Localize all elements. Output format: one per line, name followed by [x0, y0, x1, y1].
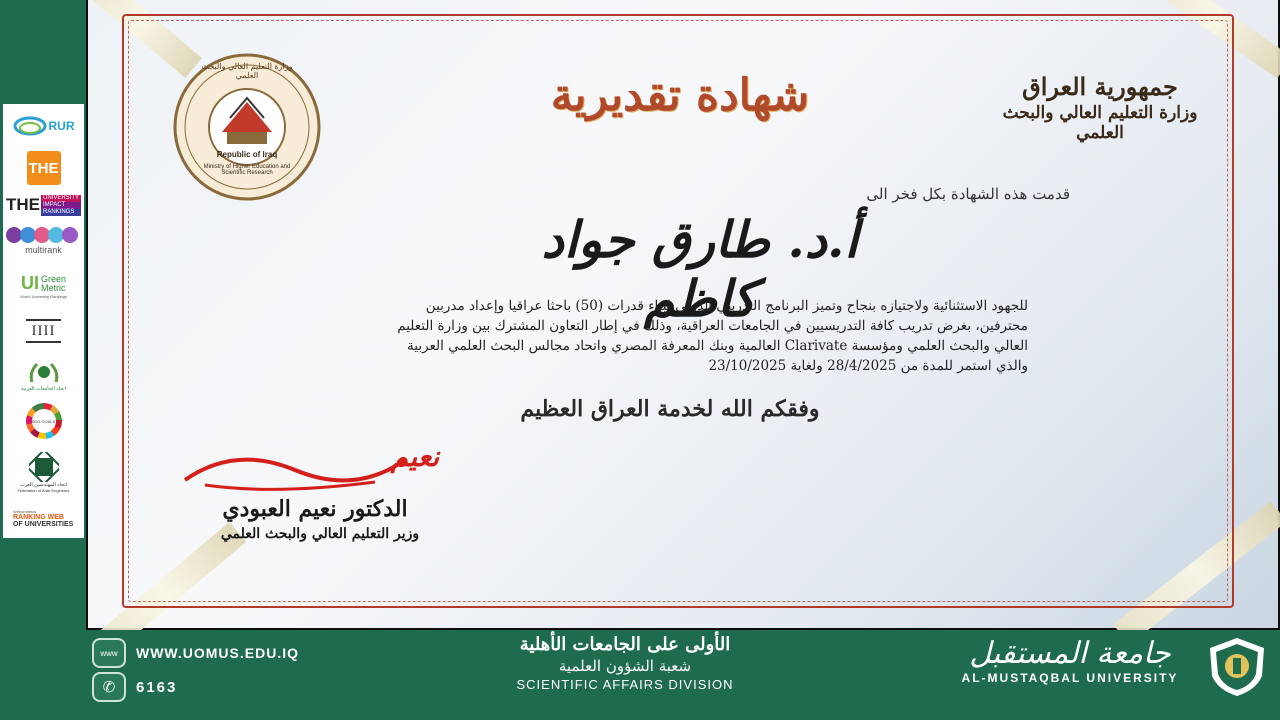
- footer-center: [430, 634, 820, 692]
- ui-label: UI: [20, 273, 39, 293]
- seal-text-en-1: Republic of Iraq: [216, 150, 278, 159]
- greenmetric-sub3: World University Rankings: [20, 294, 67, 299]
- body-line-3: العالي والبحث العلمي ومؤسسة Clarivate العالمية وبنك المعرفة المصري واتحاد مجالس البحث العلمي العربية: [407, 338, 1028, 354]
- certificate-title: شهادة تقديرية: [550, 70, 810, 121]
- webometrics-label: Webometrics: [13, 508, 37, 514]
- the-label: THE: [28, 159, 59, 177]
- webometrics-sub1: RANKING WEB: [13, 513, 64, 521]
- rur-globe-icon: [13, 115, 47, 137]
- signature-block: [175, 440, 465, 550]
- university-brand: [940, 636, 1200, 685]
- university-name-en: AL-MUSTAQBAL UNIVERSITY: [961, 671, 1179, 685]
- university-name-ar: جامعة المستقبل: [969, 636, 1171, 671]
- ministry-seal: [172, 52, 322, 202]
- www-icon: [92, 638, 126, 668]
- recipient-name: أ.د. طارق جواد كاظم: [541, 210, 859, 328]
- university-logo: [1206, 636, 1268, 698]
- the-impact-label: THE: [5, 195, 40, 214]
- iiii-logo: [3, 316, 84, 346]
- certificate-body: [268, 296, 1028, 376]
- multirank-circles-icon: [6, 225, 82, 245]
- seal-text-en-2: Ministry of Higher Education and Scientific Research: [203, 164, 291, 176]
- greenmetric-sub1: Green: [40, 273, 66, 284]
- the-impact-sub1: UNIVERSITY: [42, 194, 79, 201]
- seal-text-ar: وزارة التعليم العالي والبحث العلمي: [201, 62, 293, 80]
- body-line-2: محترفين، بغرض تدريب كافة التدريسيين في الجامعات العراقية، وذلك في إطار التعاون المشترك بين وزارة التعليم: [397, 318, 1028, 334]
- university-shield-icon: [1206, 636, 1268, 698]
- tagline: الأولى على الجامعات الأهلية: [519, 634, 731, 655]
- multirank-logo: [3, 222, 84, 258]
- arab-engineers-sub: Federation of Arab Engineers: [17, 487, 70, 493]
- iiii-label: IIII: [31, 323, 56, 339]
- arab-engineers-emblem-icon: [29, 452, 59, 482]
- rur-logo: [3, 110, 84, 142]
- arab-universities-label: اتحاد الجامعات العربية: [20, 386, 67, 392]
- phone-number[interactable]: 6163: [136, 678, 178, 696]
- signer-name: الدكتور نعيم العبودي: [222, 496, 408, 522]
- the-impact-sub3: RANKINGS: [41, 209, 81, 216]
- webometrics-logo: [3, 504, 84, 532]
- ministry-text: وزارة التعليم العالي والبحث العلمي: [1002, 103, 1198, 143]
- www-icon-label: www: [100, 648, 118, 658]
- laurel-icon: [27, 360, 61, 386]
- greenmetric-sub2: Metric: [40, 282, 66, 293]
- sdg-logo: [3, 402, 84, 440]
- arab-engineers-logo: [3, 448, 84, 496]
- division-en: SCIENTIFIC AFFAIRS DIVISION: [516, 677, 734, 692]
- phone-icon: ✆: [92, 672, 126, 702]
- closing-text: وفقكم الله لخدمة العراق العظيم: [520, 396, 820, 422]
- signature-text: نعيم: [390, 440, 440, 473]
- multirank-label: multirank: [25, 245, 62, 255]
- division-ar: شعبة الشؤون العلمية: [558, 657, 692, 675]
- body-line-1: للجهود الاستثنائية ولاجتيازه بنجاح وتميز البرنامج التدريبي الدولي لبناء قدرات (50) باحثا عراقيا وإعداد مدربين: [425, 298, 1028, 314]
- ui-greenmetric-logo: [3, 266, 84, 306]
- sdg-label: SDG GOALS: [31, 418, 56, 424]
- the-logo: [3, 150, 84, 186]
- the-impact-sub2: IMPACT: [41, 202, 81, 209]
- rur-label: RUR: [48, 119, 75, 133]
- presented-text: قدمت هذه الشهادة بكل فخر الى: [866, 185, 1070, 203]
- republic-of-iraq-text: جمهورية العراق: [1022, 72, 1178, 101]
- the-impact-logo: [3, 192, 84, 218]
- webometrics-sub2: OF UNIVERSITIES: [13, 520, 74, 528]
- signer-title: وزير التعليم العالي والبحث العلمي: [220, 526, 420, 542]
- website-row: [92, 638, 299, 668]
- arab-universities-logo: [3, 358, 84, 394]
- website-link[interactable]: WWW.UOMUS.EDU.IQ: [136, 645, 299, 661]
- phone-row: [92, 672, 177, 702]
- arab-engineers-label: اتحاد المهندسين العرب: [19, 481, 68, 488]
- body-line-4: والذي استمر للمدة من 28/4/2025 ولغاية 23/10/2025: [708, 358, 1028, 374]
- header-republic: [990, 72, 1210, 143]
- footer-bar: [0, 630, 1280, 720]
- rankings-sidebar: [3, 104, 84, 538]
